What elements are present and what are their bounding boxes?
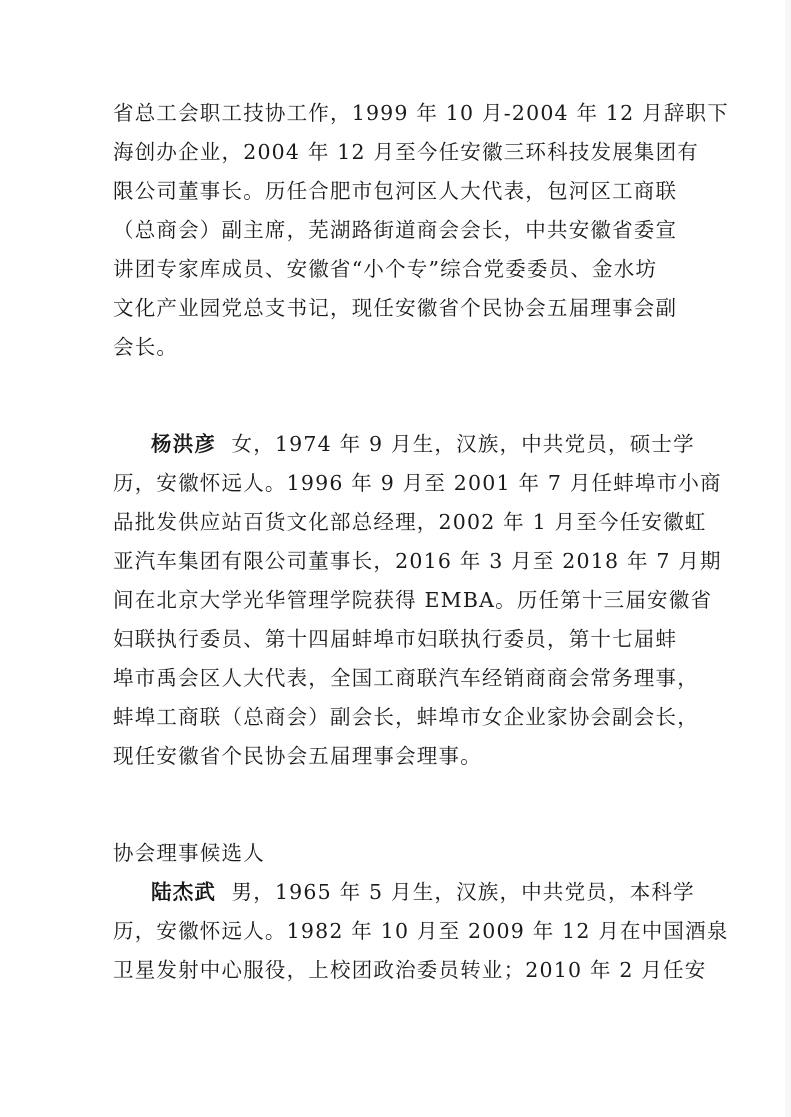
person-name: 陆杰武 — [151, 880, 217, 904]
paragraph-line: 品批发供应站百货文化部总经理，2002 年 1 月至今任安徽虹 — [113, 510, 707, 534]
paragraph-line: 历，安徽怀远人。1996 年 9 月至 2001 年 7 月任蚌埠市小商 — [113, 471, 722, 495]
paragraph-line: 卫星发射中心服役，上校团政治委员转业；2010 年 2 月任安 — [113, 958, 707, 982]
paragraph-line: 亚汽车集团有限公司董事长，2016 年 3 月至 2018 年 7 月期 — [113, 549, 722, 573]
paragraph-text: 男，1965 年 5 月生，汉族，中共党员，本科学 — [216, 880, 695, 904]
person-name: 杨洪彦 — [151, 432, 217, 456]
paragraph-line: （总商会）副主席，芜湖路街道商会会长，中共安徽省委宣 — [113, 218, 678, 242]
paragraph-line: 文化产业园党总支书记，现任安徽省个民协会五届理事会副 — [113, 296, 678, 320]
paragraph-line: 海创办企业，2004 年 12 月至今任安徽三环科技发展集团有 — [113, 140, 700, 164]
paragraph-line: 讲团专家库成员、安徽省“小个专”综合党委委员、金水坊 — [113, 257, 658, 281]
paragraph-line: 间在北京大学光华管理学院获得 EMBA。历任第十三届安徽省 — [113, 588, 713, 612]
paragraph-line: 省总工会职工技协工作，1999 年 10 月-2004 年 12 月辞职下 — [113, 101, 729, 125]
scan-edge — [785, 0, 791, 1117]
paragraph-line: 妇联执行委员、第十四届蚌埠市妇联执行委员，第十七届蚌 — [113, 627, 678, 651]
section-heading: 协会理事候选人 — [113, 841, 265, 865]
paragraph-line: 会长。 — [113, 335, 179, 359]
paragraph-text: 女，1974 年 9 月生，汉族，中共党员，硕士学 — [216, 432, 695, 456]
paragraph-line: 蚌埠工商联（总商会）副会长，蚌埠市女企业家协会副会长， — [113, 705, 699, 729]
paragraph-line: 限公司董事长。历任合肥市包河区人大代表，包河区工商联 — [113, 179, 678, 203]
paragraph-line: 历，安徽怀远人。1982 年 10 月至 2009 年 12 月在中国酒泉 — [113, 919, 729, 943]
paragraph-first-line — [151, 429, 695, 459]
paragraph-line: 现任安徽省个民协会五届理事会理事。 — [113, 744, 482, 768]
paragraph-first-line — [151, 877, 695, 907]
paragraph-line: 埠市禹会区人大代表，全国工商联汽车经销商商会常务理事， — [113, 666, 699, 690]
